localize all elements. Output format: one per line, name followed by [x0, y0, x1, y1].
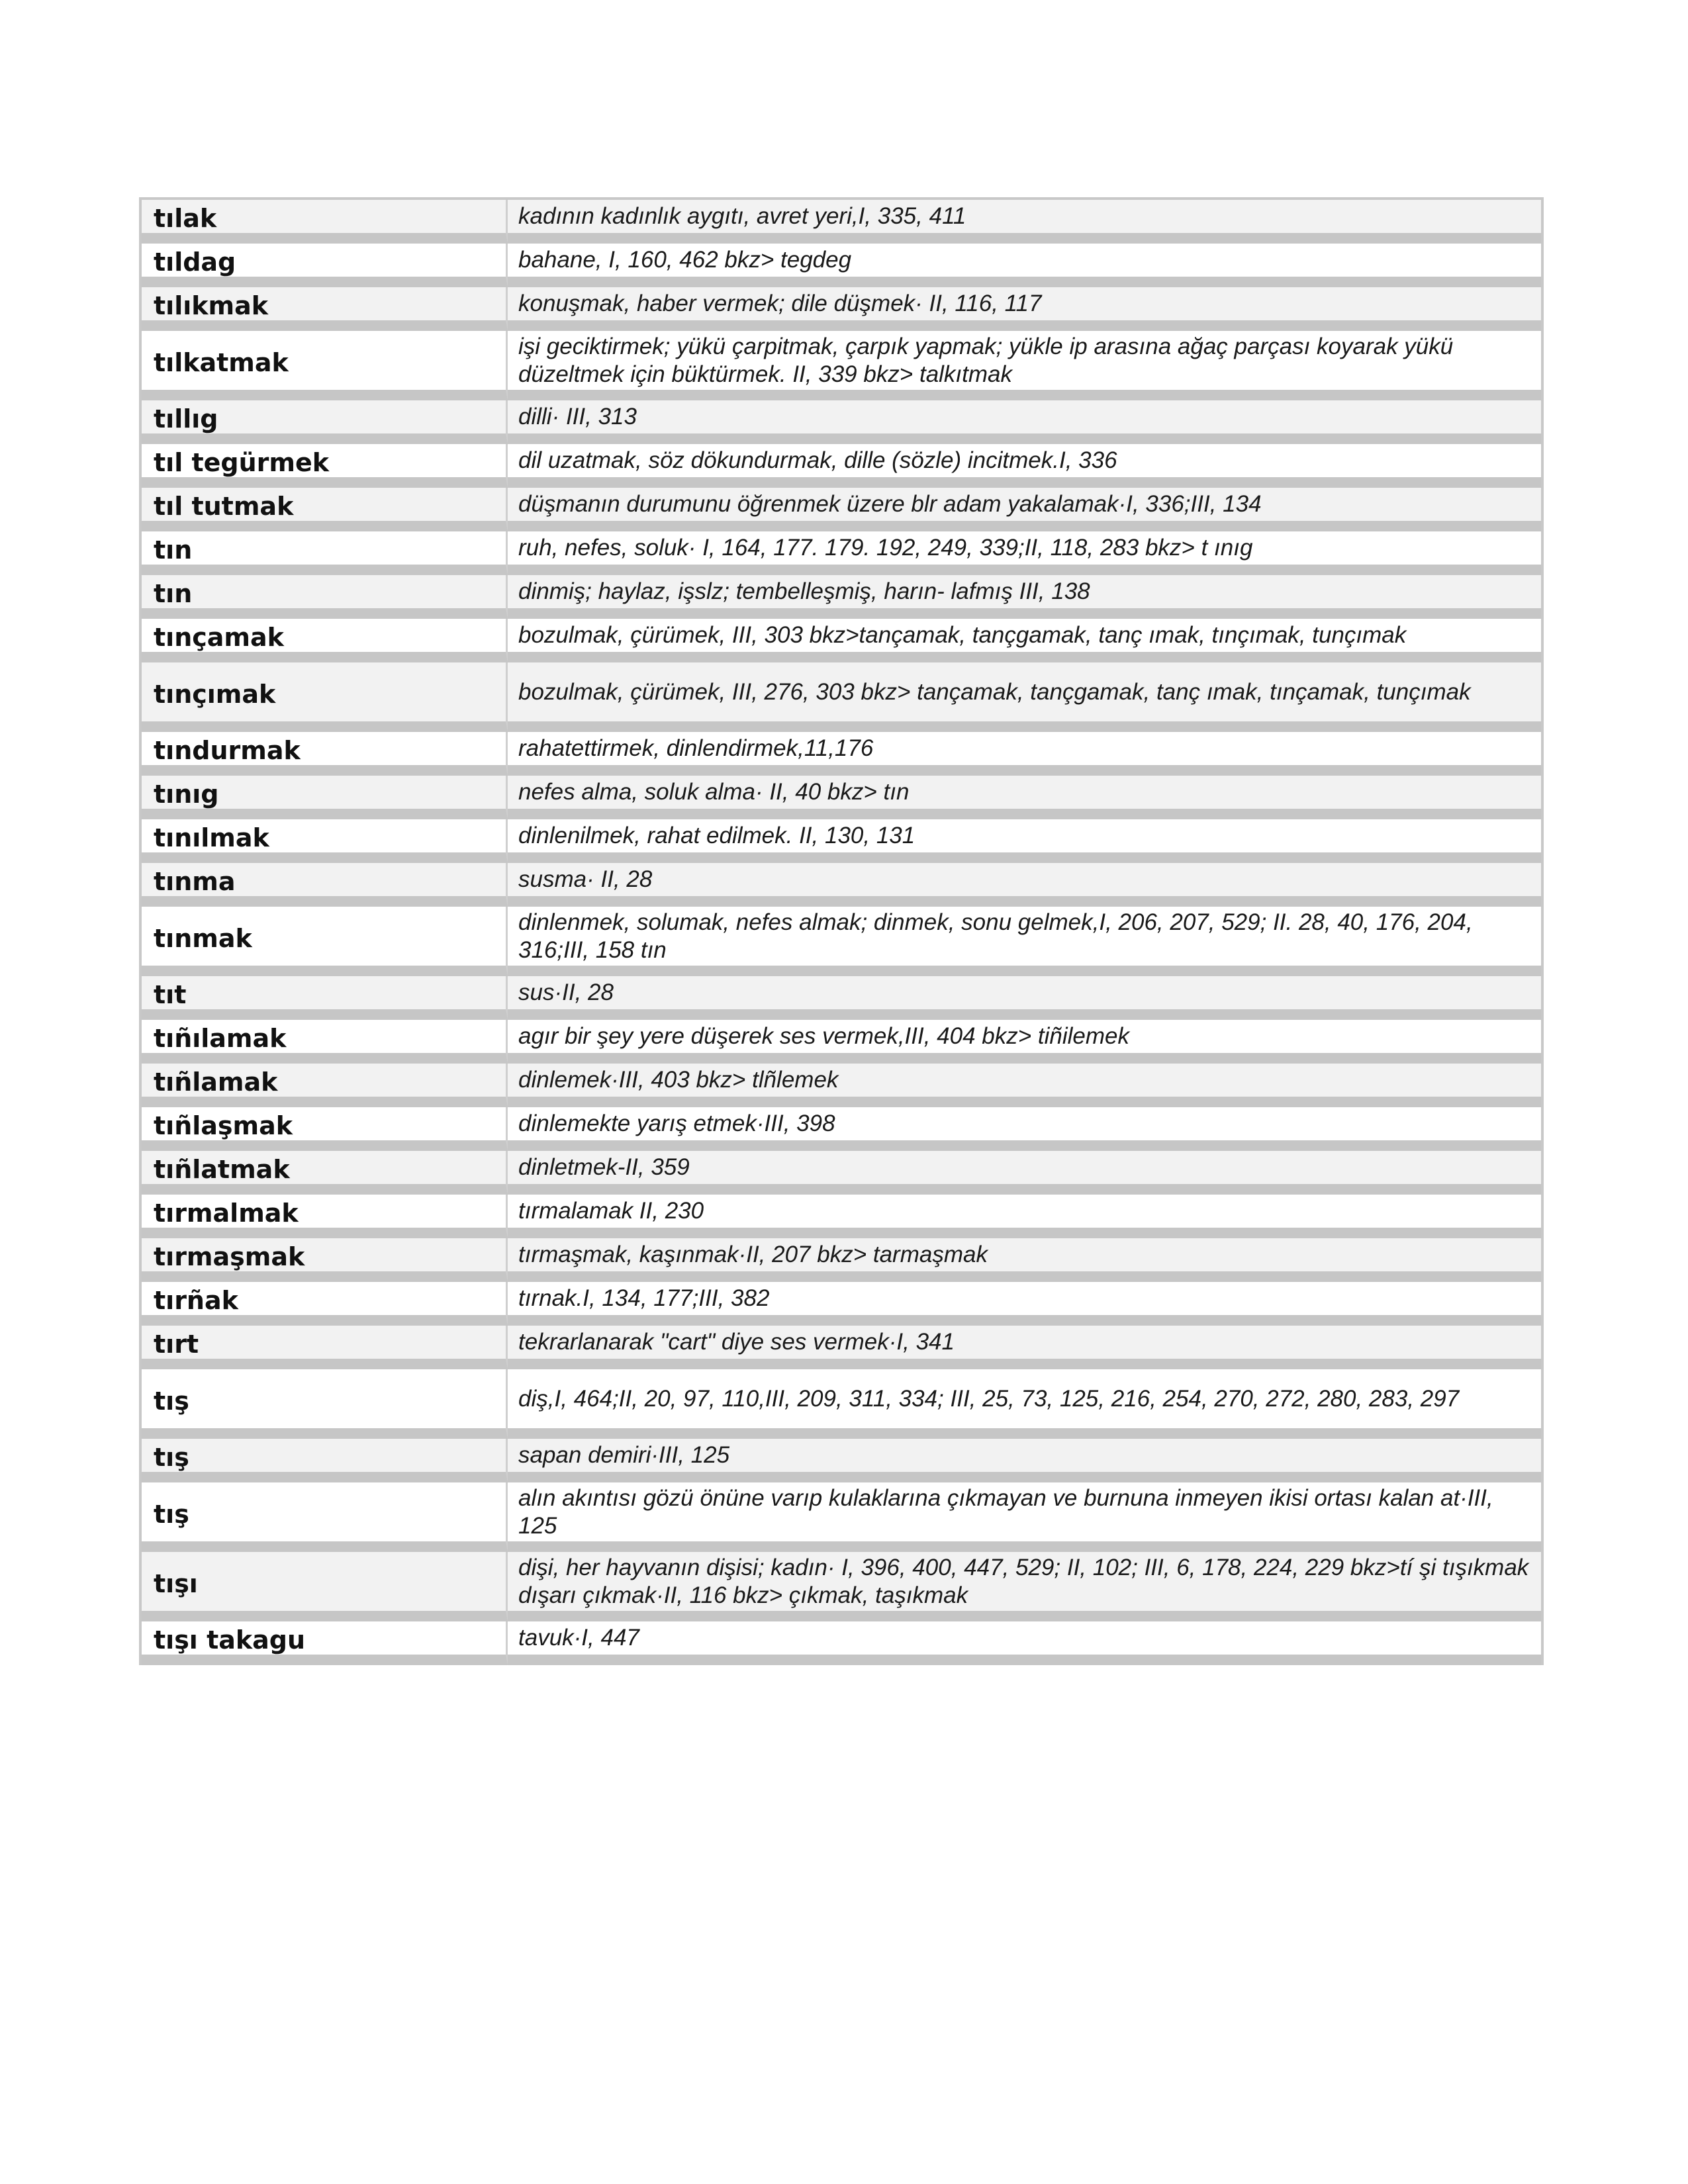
- entry-term: tırñak: [142, 1282, 508, 1326]
- table-row: [142, 1326, 1541, 1369]
- entry-definition: dinlenilmek, rahat edilmek. II, 130, 131: [508, 819, 1541, 863]
- dictionary-body: [142, 200, 1541, 1665]
- entry-term: tıldag: [142, 244, 508, 287]
- entry-definition: tırmalamak II, 230: [508, 1195, 1541, 1238]
- entry-definition: kadının kadınlık aygıtı, avret yeri,I, 335, 411: [508, 200, 1541, 244]
- table-row: [142, 776, 1541, 819]
- entry-term: tıllıg: [142, 400, 508, 444]
- entry-definition: dişi, her hayvanın dişisi; kadın· I, 396, 400, 447, 529; II, 102; III, 6, 178, 224, 229 bkz>tí şi tışıkmak dışarı çıkmak·II, 116 bkz> çıkmak, taşıkmak: [508, 1552, 1541, 1621]
- entry-term: tın: [142, 531, 508, 575]
- entry-term: tıñlaşmak: [142, 1107, 508, 1151]
- entry-term: tış: [142, 1439, 508, 1482]
- entry-definition: tekrarlanarak "cart" diye ses vermek·I, 341: [508, 1326, 1541, 1369]
- table-row: [142, 1151, 1541, 1195]
- entry-definition: tavuk·I, 447: [508, 1621, 1541, 1665]
- table-row: [142, 287, 1541, 331]
- table-row: [142, 1282, 1541, 1326]
- entry-definition: nefes alma, soluk alma· II, 40 bkz> tın: [508, 776, 1541, 819]
- entry-term: tınçımak: [142, 662, 508, 732]
- entry-term: tılak: [142, 200, 508, 244]
- table-row: [142, 819, 1541, 863]
- entry-definition: ruh, nefes, soluk· I, 164, 177. 179. 192, 249, 339;II, 118, 283 bkz> t ınıg: [508, 531, 1541, 575]
- table-row: [142, 1369, 1541, 1439]
- entry-definition: işi geciktirmek; yükü çarpitmak, çarpık yapmak; yükle ip arasına ağaç parçası koyarak yükü düzeltmek için büktürmek. II, 339 bkz> talkıtmak: [508, 331, 1541, 400]
- entry-definition: rahatettirmek, dinlendirmek,11,176: [508, 732, 1541, 776]
- entry-term: tılkatmak: [142, 331, 508, 400]
- table-row: [142, 400, 1541, 444]
- table-row: [142, 488, 1541, 531]
- table-row: [142, 1621, 1541, 1665]
- entry-definition: tırnak.I, 134, 177;III, 382: [508, 1282, 1541, 1326]
- table-row: [142, 863, 1541, 907]
- entry-definition: bahane, I, 160, 462 bkz> tegdeg: [508, 244, 1541, 287]
- entry-term: tınmak: [142, 907, 508, 976]
- entry-term: tınma: [142, 863, 508, 907]
- entry-term: tın: [142, 575, 508, 619]
- entry-term: tınıg: [142, 776, 508, 819]
- entry-term: tıñlatmak: [142, 1151, 508, 1195]
- entry-term: tırt: [142, 1326, 508, 1369]
- table-row: [142, 1195, 1541, 1238]
- table-row: [142, 907, 1541, 976]
- table-row: [142, 575, 1541, 619]
- entry-definition: bozulmak, çürümek, III, 276, 303 bkz> tançamak, tançgamak, tanç ımak, tınçamak, tunçımak: [508, 662, 1541, 732]
- entry-definition: konuşmak, haber vermek; dile düşmek· II, 116, 117: [508, 287, 1541, 331]
- entry-term: tırmalmak: [142, 1195, 508, 1238]
- table-row: [142, 662, 1541, 732]
- table-row: [142, 732, 1541, 776]
- table-row: [142, 619, 1541, 662]
- table-row: [142, 1064, 1541, 1107]
- entry-term: tılıkmak: [142, 287, 508, 331]
- table-row: [142, 1020, 1541, 1064]
- table-row: [142, 1107, 1541, 1151]
- table-row: [142, 1439, 1541, 1482]
- table-row: [142, 244, 1541, 287]
- table-row: [142, 1552, 1541, 1621]
- entry-definition: dil uzatmak, söz dökundurmak, dille (sözle) incitmek.I, 336: [508, 444, 1541, 488]
- table-row: [142, 531, 1541, 575]
- entry-definition: tırmaşmak, kaşınmak·II, 207 bkz> tarmaşmak: [508, 1238, 1541, 1282]
- entry-term: tışı: [142, 1552, 508, 1621]
- entry-term: tıñlamak: [142, 1064, 508, 1107]
- entry-term: tınçamak: [142, 619, 508, 662]
- entry-term: tırmaşmak: [142, 1238, 508, 1282]
- entry-term: tındurmak: [142, 732, 508, 776]
- table-row: [142, 1238, 1541, 1282]
- entry-definition: dinlemekte yarış etmek·III, 398: [508, 1107, 1541, 1151]
- entry-term: tıl tutmak: [142, 488, 508, 531]
- entry-definition: sus·II, 28: [508, 976, 1541, 1020]
- entry-definition: düşmanın durumunu öğrenmek üzere blr adam yakalamak·I, 336;III, 134: [508, 488, 1541, 531]
- entry-term: tıñılamak: [142, 1020, 508, 1064]
- table-row: [142, 200, 1541, 244]
- entry-definition: sapan demiri·III, 125: [508, 1439, 1541, 1482]
- table-row: [142, 331, 1541, 400]
- entry-term: tışı takagu: [142, 1621, 508, 1665]
- entry-term: tıl tegürmek: [142, 444, 508, 488]
- entry-definition: bozulmak, çürümek, III, 303 bkz>tançamak, tançgamak, tanç ımak, tınçımak, tunçımak: [508, 619, 1541, 662]
- entry-definition: dinmiş; haylaz, işslz; tembelleşmiş, harın- lafmış III, 138: [508, 575, 1541, 619]
- entry-definition: dinlemek·III, 403 bkz> tlñlemek: [508, 1064, 1541, 1107]
- dictionary-table: [139, 197, 1544, 1665]
- entry-definition: dinletmek-II, 359: [508, 1151, 1541, 1195]
- entry-definition: diş,I, 464;II, 20, 97, 110,III, 209, 311, 334; III, 25, 73, 125, 216, 254, 270, 272, 280, 283, 297: [508, 1369, 1541, 1439]
- entry-definition: dinlenmek, solumak, nefes almak; dinmek, sonu gelmek,I, 206, 207, 529; II. 28, 40, 176, 204, 316;III, 158 tın: [508, 907, 1541, 976]
- entry-term: tış: [142, 1482, 508, 1552]
- entry-term: tış: [142, 1369, 508, 1439]
- entry-term: tıt: [142, 976, 508, 1020]
- table-row: [142, 444, 1541, 488]
- entry-definition: susma· II, 28: [508, 863, 1541, 907]
- entry-definition: agır bir şey yere düşerek ses vermek,III, 404 bkz> tiñilemek: [508, 1020, 1541, 1064]
- entry-definition: alın akıntısı gözü önüne varıp kulaklarına çıkmayan ve burnuna inmeyen ikisi ortası kalan at·III, 125: [508, 1482, 1541, 1552]
- table-row: [142, 976, 1541, 1020]
- entry-term: tınılmak: [142, 819, 508, 863]
- entry-definition: dilli· III, 313: [508, 400, 1541, 444]
- table-row: [142, 1482, 1541, 1552]
